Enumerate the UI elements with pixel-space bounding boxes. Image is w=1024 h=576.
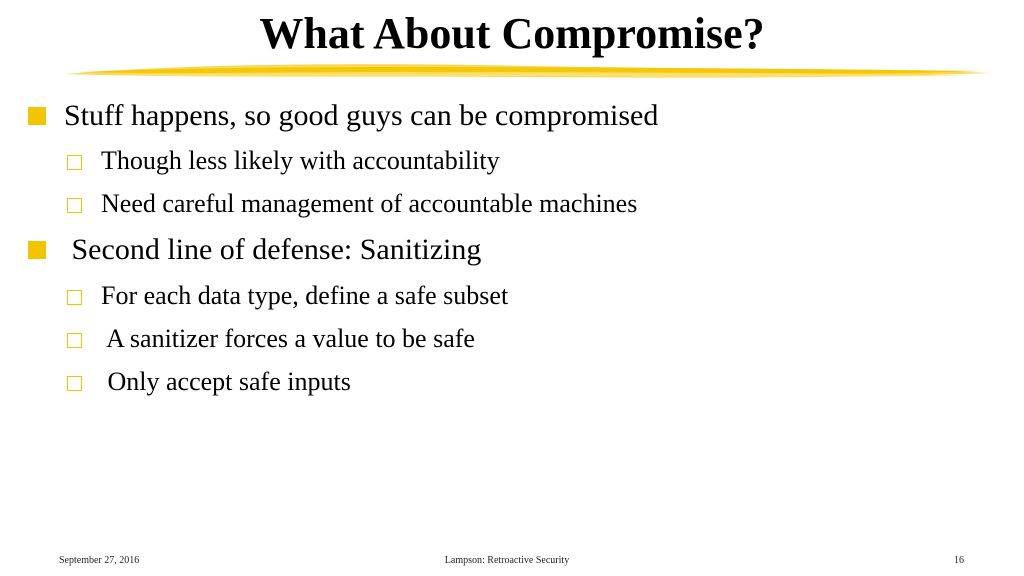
footer-title: Lampson: Retroactive Security bbox=[444, 555, 570, 566]
sub-bullet-square-icon bbox=[67, 290, 82, 305]
sub-bullet-item: For each data type, define a safe subset bbox=[101, 281, 509, 310]
slide-title: What About Compromise? bbox=[259, 9, 765, 58]
sub-bullet-square-icon bbox=[67, 198, 82, 213]
page-number: 16 bbox=[954, 555, 964, 566]
sub-bullet-square-icon bbox=[67, 376, 82, 391]
footer-date: September 27, 2016 bbox=[59, 555, 140, 566]
bullet-square-icon bbox=[28, 107, 46, 125]
sub-bullet-square-icon bbox=[67, 155, 82, 170]
bullet-item: Stuff happens, so good guys can be compromised bbox=[64, 99, 659, 132]
sub-bullet-item: Only accept safe inputs bbox=[101, 367, 351, 396]
sub-bullet-square-icon bbox=[67, 333, 82, 348]
sub-bullet-item: A sanitizer forces a value to be safe bbox=[101, 324, 475, 353]
sub-bullet-item: Need careful management of accountable machines bbox=[101, 189, 638, 218]
bullet-square-icon bbox=[28, 241, 46, 259]
bullet-item: Second line of defense: Sanitizing bbox=[64, 233, 482, 266]
sub-bullet-item: Though less likely with accountability bbox=[101, 146, 500, 175]
